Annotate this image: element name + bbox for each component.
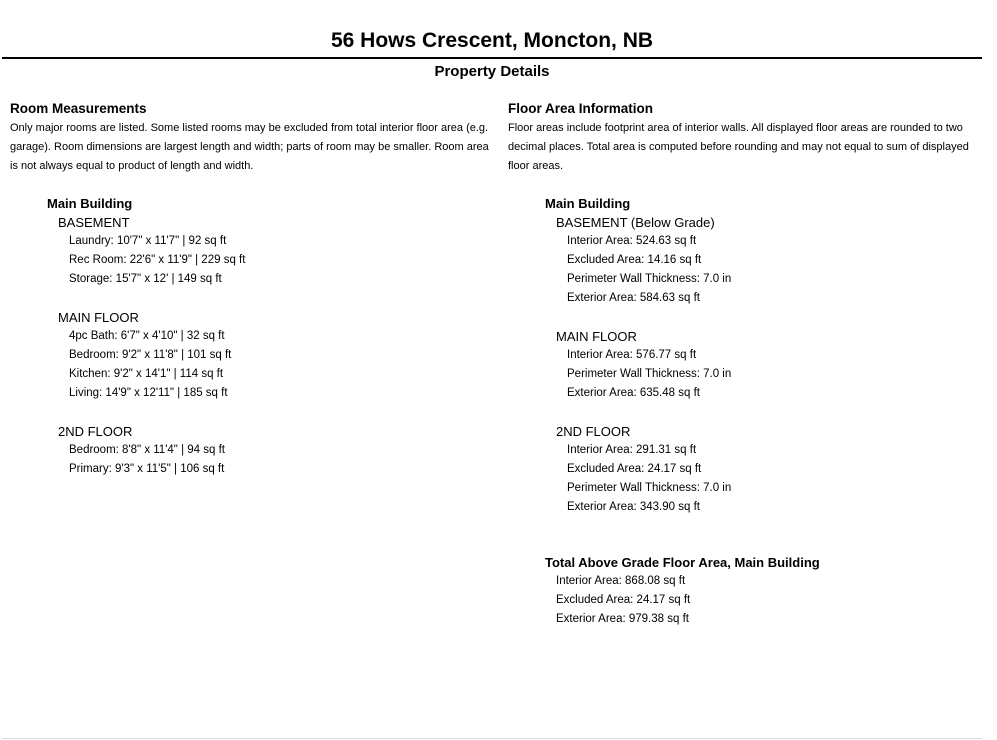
area-item: Perimeter Wall Thickness: 7.0 in bbox=[567, 273, 732, 285]
building-heading: Main Building bbox=[545, 196, 631, 211]
area-item: Perimeter Wall Thickness: 7.0 in bbox=[567, 482, 732, 494]
area-list bbox=[567, 232, 965, 308]
room-measurements-heading: Room Measurements bbox=[10, 101, 147, 116]
area-item: Interior Area: 291.31 sq ft bbox=[567, 444, 697, 456]
room-measurements-section bbox=[10, 100, 490, 176]
page-title: 56 Hows Crescent, Moncton, NB bbox=[330, 29, 654, 52]
room-item: Kitchen: 9'2" x 14'1" | 114 sq ft bbox=[69, 368, 224, 380]
page-subtitle: Property Details bbox=[434, 63, 550, 80]
area-item: Interior Area: 524.63 sq ft bbox=[567, 235, 697, 247]
area-list bbox=[567, 441, 965, 517]
area-item: Exterior Area: 343.90 sq ft bbox=[567, 501, 700, 513]
room-item: Storage: 15'7" x 12' | 149 sq ft bbox=[69, 273, 222, 285]
room-item: Living: 14'9" x 12'11" | 185 sq ft bbox=[69, 387, 228, 399]
area-item: Exterior Area: 635.48 sq ft bbox=[567, 387, 700, 399]
floor-area-building bbox=[545, 194, 965, 517]
room-measurements-building bbox=[47, 194, 467, 479]
room-item: Laundry: 10'7" x 11'7" | 92 sq ft bbox=[69, 235, 227, 247]
area-item: Exterior Area: 979.38 sq ft bbox=[556, 613, 689, 625]
room-item: Bedroom: 9'2" x 11'8" | 101 sq ft bbox=[69, 349, 232, 361]
total-heading: Total Above Grade Floor Area, Main Building bbox=[545, 555, 820, 570]
page-bottom-edge bbox=[2, 738, 982, 739]
area-item: Exterior Area: 584.63 sq ft bbox=[567, 292, 700, 304]
floor-name: MAIN FLOOR bbox=[556, 329, 637, 344]
area-item: Excluded Area: 24.17 sq ft bbox=[567, 463, 702, 475]
area-item: Excluded Area: 24.17 sq ft bbox=[556, 594, 691, 606]
floor-name: MAIN FLOOR bbox=[58, 310, 139, 325]
room-measurements-note: Only major rooms are listed. Some listed rooms may be excluded from total interior floor area (e.g. garage). Room dimensions are largest length and width; parts of room may be smaller. Room area is not always equal to product of length and width. bbox=[10, 122, 489, 172]
floor-area-2nd bbox=[556, 422, 965, 517]
area-list bbox=[567, 346, 965, 403]
floor-name: BASEMENT (Below Grade) bbox=[556, 215, 715, 230]
room-item: Primary: 9'3" x 11'5" | 106 sq ft bbox=[69, 463, 225, 475]
area-item: Interior Area: 576.77 sq ft bbox=[567, 349, 697, 361]
floor-basement bbox=[58, 213, 467, 289]
title-divider bbox=[2, 57, 982, 59]
floor-name: 2ND FLOOR bbox=[58, 424, 133, 439]
floor-area-heading: Floor Area Information bbox=[508, 101, 654, 116]
building-heading: Main Building bbox=[47, 196, 133, 211]
floor-name: 2ND FLOOR bbox=[556, 424, 631, 439]
floor-area-note: Floor areas include footprint area of interior walls. All displayed floor areas are rounded to two decimal places. Total area is computed before rounding and may not equal to sum of displayed floor areas. bbox=[508, 122, 969, 172]
room-list bbox=[69, 327, 467, 403]
area-item: Interior Area: 868.08 sq ft bbox=[556, 575, 686, 587]
area-item: Excluded Area: 14.16 sq ft bbox=[567, 254, 702, 266]
floor-area-basement bbox=[556, 213, 965, 308]
room-item: 4pc Bath: 6'7" x 4'10" | 32 sq ft bbox=[69, 330, 225, 342]
floor-area-section bbox=[508, 100, 988, 176]
floor-name: BASEMENT bbox=[58, 215, 130, 230]
total-floor-area bbox=[545, 553, 985, 629]
room-list bbox=[69, 232, 467, 289]
floor-area-main bbox=[556, 327, 965, 403]
total-area-list bbox=[556, 572, 985, 629]
floor-2nd bbox=[58, 422, 467, 479]
room-item: Bedroom: 8'8" x 11'4" | 94 sq ft bbox=[69, 444, 225, 456]
area-item: Perimeter Wall Thickness: 7.0 in bbox=[567, 368, 732, 380]
floor-main bbox=[58, 308, 467, 403]
room-item: Rec Room: 22'6" x 11'9" | 229 sq ft bbox=[69, 254, 246, 266]
room-list bbox=[69, 441, 467, 479]
